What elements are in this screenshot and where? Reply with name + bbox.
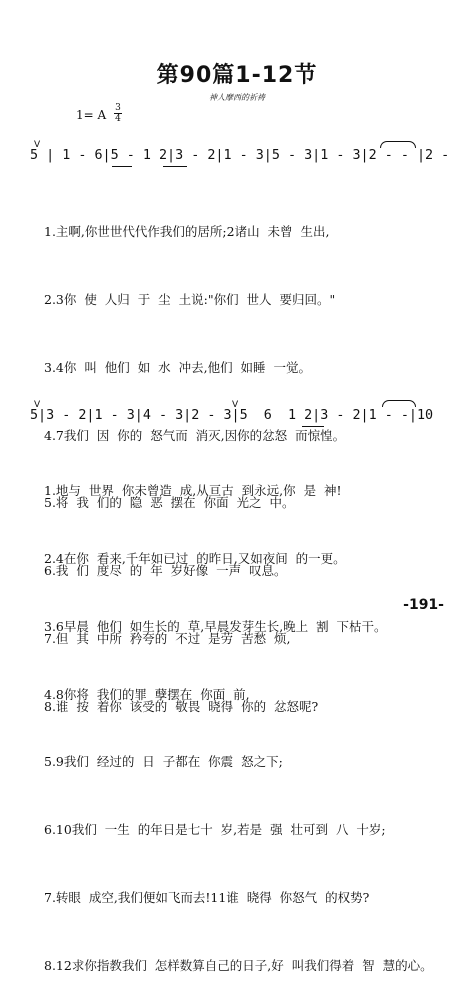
verse-line: 7.但 其 中所 矜夸的 不过 是劳 苦愁 烦,	[44, 630, 291, 646]
verse-line: 8.12求你指教我们 怎样数算自己的日子,好 叫我们得着 智 慧的心。	[44, 957, 433, 973]
beam-2	[163, 166, 187, 167]
notation-line-2: 5|3 - 2|1 - 3|4 - 3|2 - 3|5 6 1 2|3 - 2|1 - -|10	[30, 408, 434, 423]
verse-line: 5.9我们 经过的 日 子都在 你震 怒之下;	[44, 754, 283, 770]
verse-line: 6.10我们 一生 的年日是七十 岁,若是 强 壮可到 八 十岁;	[44, 822, 386, 838]
verse-line: 2.4在你 看来,千年如已过 的昨日,又如夜间 的一更。	[44, 550, 346, 566]
beam-1	[112, 166, 132, 167]
verse-line: 8.谁 按 着你 该受的 敬畏 晓得 你的 忿怒呢?	[44, 698, 319, 714]
breath-mark-3: V	[232, 400, 239, 410]
breath-mark-1: V	[34, 140, 41, 150]
tie-1	[380, 141, 416, 148]
tie-2	[382, 400, 416, 407]
key-signature: 1= A	[76, 108, 107, 122]
time-signature	[114, 103, 122, 124]
verse-line: 7.转眼 成空,我们便如飞而去!11谁 晓得 你怒气 的权势?	[44, 889, 370, 905]
verse-block-2	[44, 435, 433, 1000]
verse-line: 3.4你 叫 他们 如 水 冲去,他们 如睡 一觉。	[44, 359, 311, 375]
beam-3	[302, 426, 324, 427]
verse-line: 1.地与 世界 你未曾造 成,从亘古 到永远,你 是 神!	[44, 483, 342, 499]
notation-line-1: 5 | 1 - 6|5 - 1 2|3 - 2|1 - 3|5 - 3|1 - 3|2 - - |2 -	[30, 148, 450, 163]
verse-line: 4.7我们 因 你的 怒气而 消灭,因你的忿怒 而惊惶。	[44, 427, 346, 443]
verse-line: 3.6早晨 他们 如生长的 草,早晨发芽生长,晚上 割 下枯干。	[44, 618, 387, 634]
time-signature-top: 3	[115, 103, 121, 113]
verse-line: 4.8你将 我们的罪 孽摆在 你面 前,	[44, 686, 250, 702]
verse-line: 6.我 们 度尽 的 年 岁好像 一声 叹息。	[44, 563, 287, 579]
verse-line: 2.3你 使 人归 于 尘 土说:"你们 世人 要归回。"	[44, 291, 336, 307]
verse-line: 5.将 我 们的 隐 恶 摆在 你面 光之 中。	[44, 495, 295, 511]
breath-mark-2: V	[34, 400, 41, 410]
page-number: -191-	[403, 597, 444, 613]
time-signature-bottom: 4	[115, 114, 121, 124]
song-title: 第90篇1-12节	[156, 63, 318, 88]
song-subtitle: 神人摩西的祈祷	[209, 93, 265, 102]
verse-line: 1.主啊,你世世代代作我们的居所;2诸山 未曾 生出,	[44, 224, 330, 240]
